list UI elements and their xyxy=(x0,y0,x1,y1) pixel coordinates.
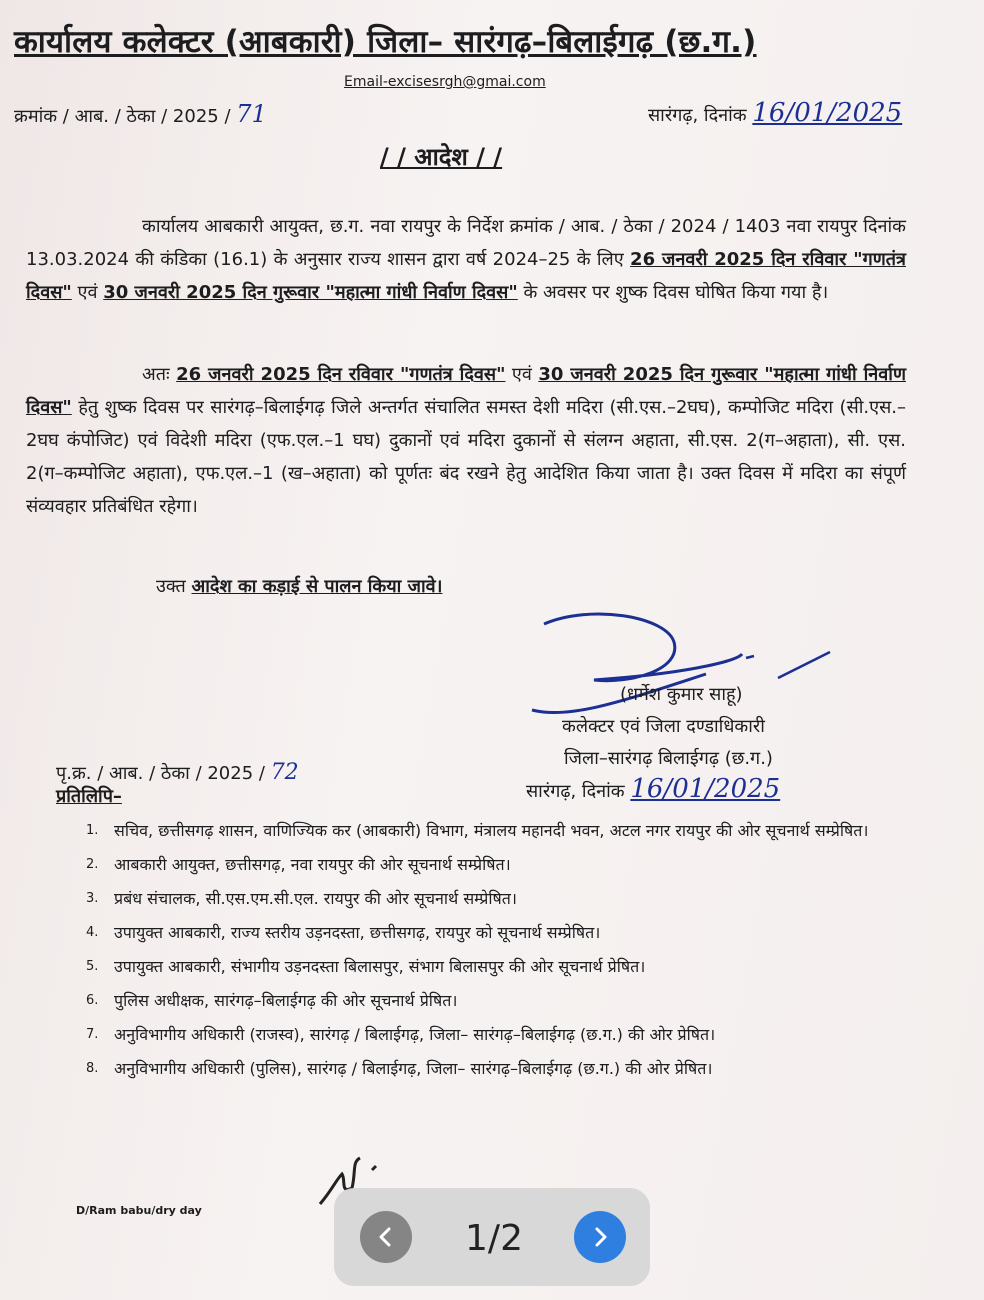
copy-list-item xyxy=(86,920,876,945)
signature-date-label: सारंगढ़, दिनांक xyxy=(526,781,625,802)
copy-item-text: पुलिस अधीक्षक, सारंगढ़–बिलाईगढ़ की ओर सूचनार्थ प्रेषित। xyxy=(114,991,458,1010)
copy-item-number: 6. xyxy=(86,993,99,1008)
copy-item-number: 5. xyxy=(86,959,99,974)
footer-note: D/Ram babu/dry day xyxy=(76,1204,202,1217)
copy-item-text: उपायुक्त आबकारी, राज्य स्तरीय उड़नदस्ता, छत्तीसगढ़, रायपुर को सूचनार्थ सम्प्रेषित। xyxy=(114,923,601,942)
p2-end: हेतु शुष्क दिवस पर सारंगढ़–बिलाईगढ़ जिले अन्तर्गत संचालित समस्त देशी मदिरा (सी.एस.–2घघ), कम्पोजिट मदिरा (सी.एस.–2घघ कंपोजिट) एवं विदेशी मदिरा (एफ.एल.–1 घघ) दुकानों एवं मदिरा दुकानों से संलग्न अहाता, सी.एस. 2(ग–अहाता), सी. एस. 2(ग–कम्पोजिट अहाता), एफ.एल.–1 (ख–अहाता) को पूर्णतः बंद रखने हेतु आदेशित किया जाता है। उक्त दिवस में मदिरा का संपूर्ण संव्यवहार प्रतिबंधित रहेगा। xyxy=(26,397,906,517)
copy-list-item xyxy=(86,954,876,979)
copy-item-text: अनुविभागीय अधिकारी (राजस्व), सारंगढ़ / बिलाईगढ़, जिला– सारंगढ़–बिलाईगढ़ (छ.ग.) की ओर प्रेषित। xyxy=(114,1025,716,1044)
copy-list-item xyxy=(86,818,876,843)
signatory-designation: कलेक्टर एवं जिला दण्डाधिकारी xyxy=(562,716,765,737)
copy-item-text: सचिव, छत्तीसगढ़ शासन, वाणिज्यिक कर (आबकारी) विभाग, मंत्रालय महानदी भवन, अटल नगर रायपुर की ओर सूचनार्थ सम्प्रेषित। xyxy=(114,821,869,840)
copy-reference-handwritten: 72 xyxy=(270,760,299,785)
copy-item-text: प्रबंध संचालक, सी.एस.एम.सी.एल. रायपुर की ओर सूचनार्थ सम्प्रेषित। xyxy=(114,889,517,908)
paragraph-directive xyxy=(26,210,906,309)
order-heading: / / आदेश / / xyxy=(380,143,503,171)
p3-start: उक्त xyxy=(156,576,186,597)
paragraph-order xyxy=(26,358,906,523)
p1-and: एवं xyxy=(77,282,98,303)
copy-heading: प्रतिलिपि– xyxy=(56,786,122,807)
page-navigator xyxy=(334,1188,650,1286)
chevron-right-icon xyxy=(589,1226,611,1248)
signature-date-handwritten: 16/01/2025 xyxy=(630,774,781,804)
reference-label: क्रमांक / आब. / ठेका / 2025 / xyxy=(14,106,231,127)
copy-list xyxy=(86,818,876,1090)
p3-compliance: आदेश का कड़ाई से पालन किया जावे। xyxy=(191,576,443,597)
signatory-district: जिला–सारंगढ़ बिलाईगढ़ (छ.ग.) xyxy=(564,748,773,769)
office-title: कार्यालय कलेक्टर (आबकारी) जिला– सारंगढ़–बिलाईगढ़ (छ.ग.) xyxy=(14,24,757,60)
copy-item-text: अनुविभागीय अधिकारी (पुलिस), सारंगढ़ / बिलाईगढ़, जिला– सारंगढ़–बिलाईगढ़ (छ.ग.) की ओर प्रेषित। xyxy=(114,1059,713,1078)
p2-dryday-1: 26 जनवरी 2025 दिन रविवार "गणतंत्र दिवस" xyxy=(176,364,506,385)
copy-item-text: आबकारी आयुक्त, छत्तीसगढ़, नवा रायपुर की ओर सूचनार्थ सम्प्रेषित। xyxy=(114,855,511,874)
copy-item-number: 8. xyxy=(86,1061,99,1076)
copy-list-item xyxy=(86,1022,876,1047)
signature-date xyxy=(526,774,780,804)
signatory-name: (धर्मेश कुमार साहू) xyxy=(620,684,743,705)
p2-start: अतः xyxy=(142,364,170,385)
copy-item-number: 4. xyxy=(86,925,99,940)
p2-and: एवं xyxy=(511,364,532,385)
copy-item-number: 3. xyxy=(86,891,99,906)
reference-handwritten: 71 xyxy=(236,100,267,128)
header-date-handwritten: 16/01/2025 xyxy=(752,98,903,128)
previous-page-button[interactable] xyxy=(360,1211,412,1263)
next-page-button[interactable] xyxy=(574,1211,626,1263)
header-date-label: सारंगढ़, दिनांक xyxy=(648,105,747,126)
copy-item-number: 2. xyxy=(86,857,99,872)
p2-dryday-2: 30 जनवरी 2025 दिन गुरूवार "महात्मा गांधी निर्वाण दिवस" xyxy=(26,364,906,418)
copy-list-item xyxy=(86,852,876,877)
copy-item-text: उपायुक्त आबकारी, संभागीय उड़नदस्ता बिलासपुर, संभाग बिलासपुर की ओर सूचनार्थ प्रेषित। xyxy=(114,957,646,976)
chevron-left-icon xyxy=(375,1226,397,1248)
copy-list-item xyxy=(86,1056,876,1081)
copy-reference-label: पृ.क्र. / आब. / ठेका / 2025 / xyxy=(56,763,265,784)
page-counter: 1/2 xyxy=(465,1218,523,1259)
copy-list-item xyxy=(86,886,876,911)
p1-end: के अवसर पर शुष्क दिवस घोषित किया गया है। xyxy=(523,282,829,303)
p1-text: कार्यालय आबकारी आयुक्त, छ.ग. नवा रायपुर के निर्देश क्रमांक / आब. / ठेका / 2024 / 1403 नवा रायपुर दिनांक 13.03.2024 की कंडिका (16.1) के अनुसार राज्य शासन द्वारा वर्ष 2024–25 के लिए xyxy=(26,216,906,270)
header-date xyxy=(648,98,902,128)
copy-item-number: 1. xyxy=(86,823,99,838)
copy-reference xyxy=(56,760,299,785)
p1-dryday-1: 26 जनवरी 2025 दिन रविवार "गणतंत्र दिवस" xyxy=(26,249,906,303)
copy-list-item xyxy=(86,988,876,1013)
p1-dryday-2: 30 जनवरी 2025 दिन गुरूवार "महात्मा गांधी निर्वाण दिवस" xyxy=(103,282,518,303)
reference-number xyxy=(14,100,267,128)
paragraph-compliance xyxy=(156,574,442,598)
copy-item-number: 7. xyxy=(86,1027,99,1042)
email-address: Email-excisesrgh@gmai.com xyxy=(344,74,546,90)
